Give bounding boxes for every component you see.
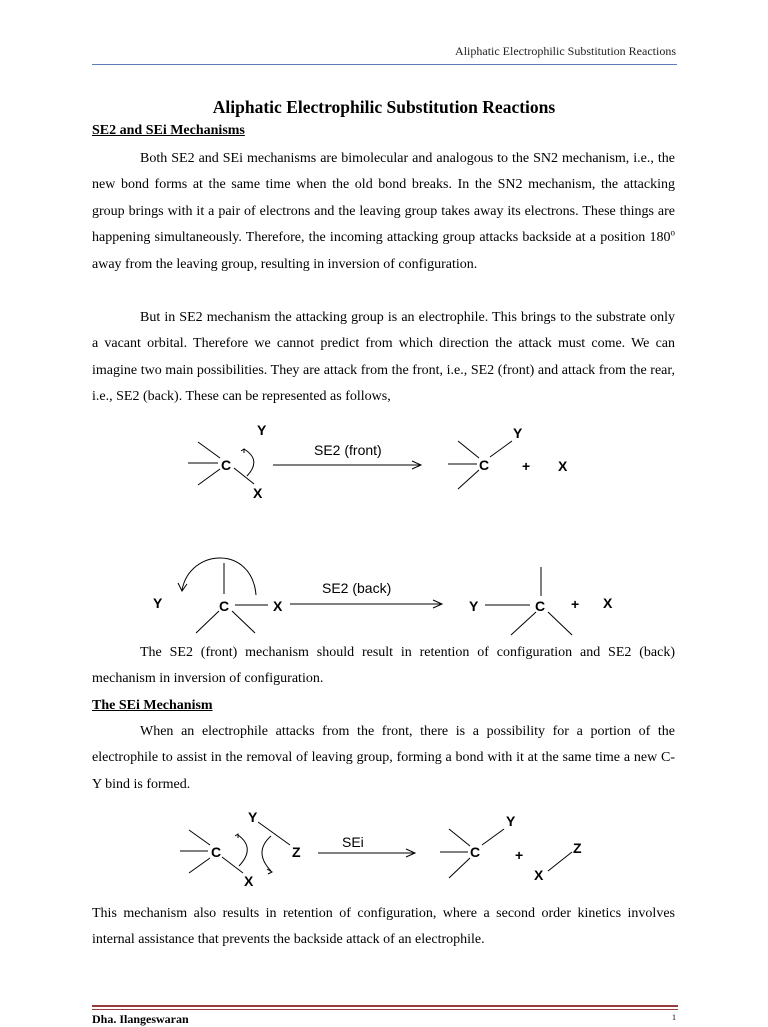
scheme-front-arrow-label: SE2 (front) <box>314 442 382 458</box>
scheme-se2-front <box>0 415 768 510</box>
footer-author: Dha. Ilangeswaran <box>92 1012 189 1026</box>
footer-rule-thin <box>92 1009 678 1010</box>
section-heading-sei: The SEi Mechanism <box>92 698 213 713</box>
paragraph-sei-retention: This mechanism also results in retention of configuration, where a second order kinetics involves internal assistance that prevents the backside attack of an electrophile. <box>92 906 675 948</box>
scheme-sei-reactant-x: X <box>244 873 254 889</box>
scheme-back-product-y: Y <box>469 598 479 614</box>
section-heading-se2-sei: SE2 and SEi Mechanisms <box>92 123 245 138</box>
scheme-sei-product-c: C <box>470 844 481 860</box>
page-number: 1 <box>672 1013 676 1022</box>
paragraph-sei-description: When an electrophile attacks from the front, there is a possibility for a portion of the electrophile to assist in the removal of leaving group, forming a bond with it at the same time a new C-Y bind is formed. <box>92 724 675 792</box>
scheme-front-reactant-x: X <box>253 485 263 501</box>
scheme-back-product-x: X <box>603 595 613 611</box>
scheme-sei-product-y: Y <box>506 813 516 829</box>
running-header: Aliphatic Electrophilic Substitution Reactions <box>455 44 676 58</box>
scheme-sei <box>0 808 768 890</box>
scheme-front-plus: + <box>522 458 531 474</box>
scheme-back-reactant-y: Y <box>153 595 163 611</box>
scheme-front-product-c: C <box>479 457 490 473</box>
scheme-sei-reactant-y: Y <box>248 809 258 825</box>
scheme-back-reactant-x: X <box>273 598 283 614</box>
scheme-se2-back <box>0 545 768 640</box>
scheme-sei-product-x: X <box>534 867 544 883</box>
paragraph-text: Both SE2 and SEi mechanisms are bimolecular and analogous to the SN2 mechanism, i.e., the new bond forms at the same time when the old bond breaks. In the SN2 mechanism, the attacking group brings with it a pair of electrons and the leaving group takes away its electrons. These things are happening simultaneously. Therefore, the incoming attacking group attacks backside at a position 180 <box>92 151 675 246</box>
scheme-front-reactant-c: C <box>221 457 232 473</box>
scheme-front-product-x: X <box>558 458 568 474</box>
paragraph-se2-configuration: The SE2 (front) mechanism should result in retention of configuration and SE2 (back) mechanism in inversion of configuration. <box>92 645 675 687</box>
paragraph-se2-possibilities: But in SE2 mechanism the attacking group is an electrophile. This brings to the substrate only a vacant orbital. Therefore we cannot predict from which direction the attack must come. We can imagine two main possibilities. They are attack from the front, i.e., SE2 (front) and attack from the rear, i.e., SE2 (back). These can be represented as follows, <box>92 310 675 405</box>
scheme-front-reactant-y: Y <box>257 422 267 438</box>
scheme-back-reactant-c: C <box>219 598 230 614</box>
scheme-sei-reactant-z: Z <box>292 844 301 860</box>
paragraph-text: away from the leaving group, resulting in inversion of configuration. <box>92 256 478 272</box>
scheme-front-product-y: Y <box>513 425 523 441</box>
footer-rule <box>92 1005 678 1007</box>
header-rule <box>92 64 677 65</box>
paragraph-sn2-comparison <box>92 146 675 278</box>
scheme-sei-reactant-c: C <box>211 844 222 860</box>
scheme-back-product-c: C <box>535 598 546 614</box>
scheme-sei-product-z: Z <box>573 840 582 856</box>
scheme-sei-plus: + <box>515 847 524 863</box>
scheme-sei-arrow-label: SEi <box>342 834 364 850</box>
scheme-back-plus: + <box>571 596 580 612</box>
degree-superscript: o <box>670 227 675 238</box>
scheme-back-arrow-label: SE2 (back) <box>322 580 392 596</box>
page-title: Aliphatic Electrophilic Substitution Reactions <box>212 97 556 117</box>
